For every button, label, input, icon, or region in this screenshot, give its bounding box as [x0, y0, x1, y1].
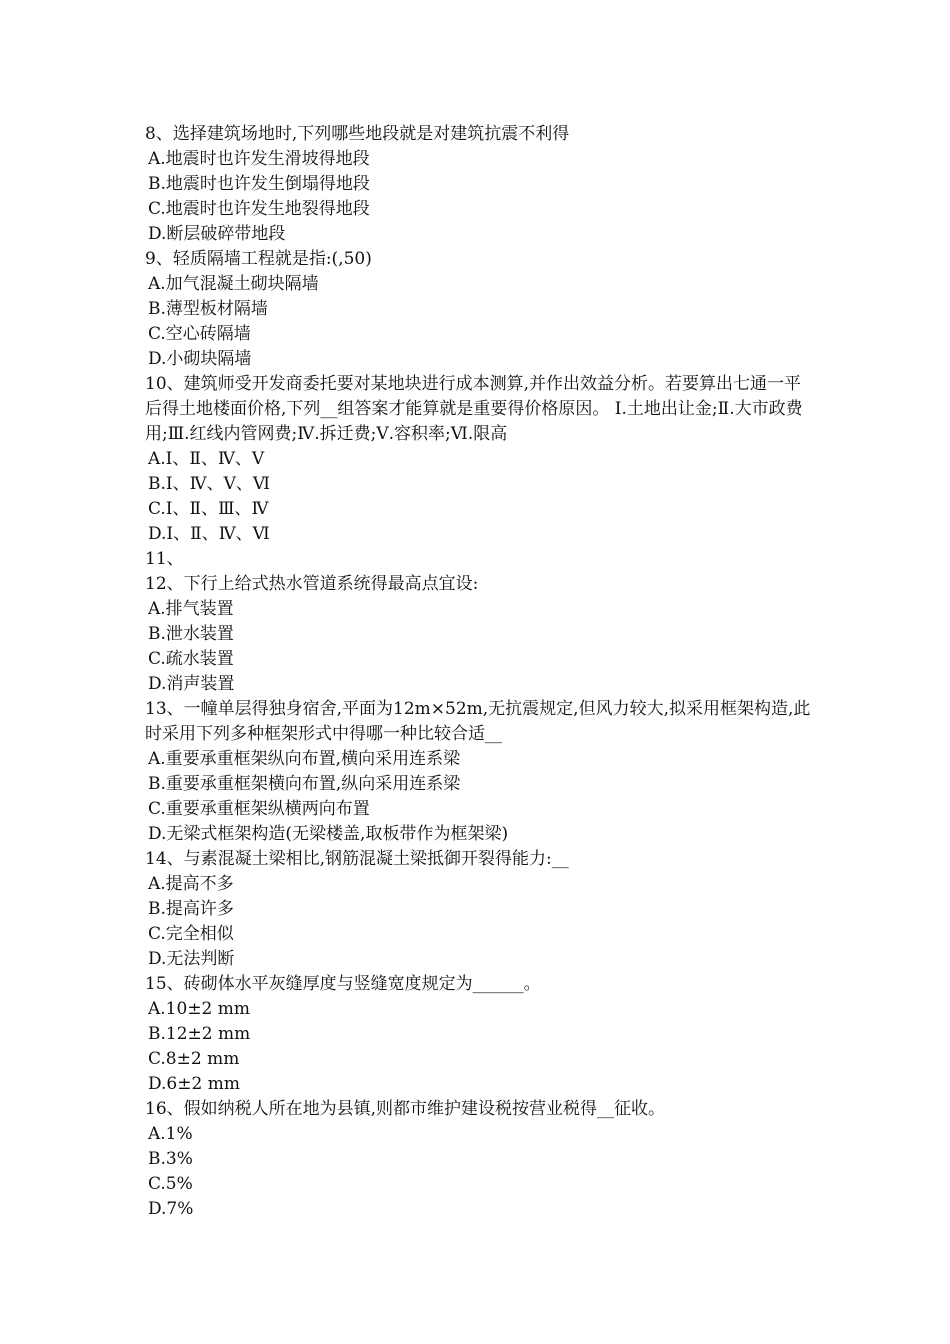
question-block — [145, 572, 815, 697]
option-c: C.完全相似 — [148, 924, 234, 944]
option-a: A.Ⅰ、Ⅱ、Ⅳ、Ⅴ — [148, 449, 265, 469]
option-c: C.疏水装置 — [148, 649, 234, 669]
question-stem: 15、砖砌体水平灰缝厚度与竖缝宽度规定为______。 — [145, 974, 541, 994]
option-b: B.3% — [148, 1149, 193, 1169]
option-d: D.无法判断 — [148, 949, 235, 969]
option-d: D.小砌块隔墙 — [148, 349, 252, 369]
question-block — [145, 247, 815, 372]
option-a: A.1% — [148, 1124, 193, 1144]
question-stem: 9、轻质隔墙工程就是指:(,50) — [145, 249, 372, 269]
question-stem: 11、 — [145, 549, 184, 569]
option-d: D.Ⅰ、Ⅱ、Ⅳ、Ⅵ — [148, 524, 270, 544]
question-stem: 8、选择建筑场地时,下列哪些地段就是对建筑抗震不利得 — [145, 124, 570, 144]
option-b: B.地震时也许发生倒塌得地段 — [148, 174, 370, 194]
question-block — [145, 697, 815, 847]
option-b: B.Ⅰ、Ⅳ、Ⅴ、Ⅵ — [148, 474, 270, 494]
question-block — [145, 847, 815, 972]
option-a: A.提高不多 — [148, 874, 234, 894]
option-d: D.无梁式框架构造(无梁楼盖,取板带作为框架梁) — [148, 824, 509, 844]
document-page — [145, 122, 815, 1222]
option-d: D.7% — [148, 1199, 194, 1219]
option-b: B.12±2 mm — [148, 1024, 251, 1044]
option-c: C.空心砖隔墙 — [148, 324, 251, 344]
option-a: A.地震时也许发生滑坡得地段 — [148, 149, 370, 169]
question-block — [145, 1097, 815, 1222]
option-a: A.加气混凝土砌块隔墙 — [148, 274, 319, 294]
question-block — [145, 122, 815, 247]
option-b: B.提高许多 — [148, 899, 234, 919]
option-b: B.薄型板材隔墙 — [148, 299, 268, 319]
question-stem: 12、下行上给式热水管道系统得最高点宜设: — [145, 574, 479, 594]
question-stem: 16、假如纳税人所在地为县镇,则都市维护建设税按营业税得__征收。 — [145, 1099, 666, 1119]
option-b: B.泄水装置 — [148, 624, 234, 644]
question-stem: 14、与素混凝土梁相比,钢筋混凝土梁抵御开裂得能力:__ — [145, 849, 569, 869]
question-block — [145, 972, 815, 1097]
question-stem: 10、建筑师受开发商委托要对某地块进行成本测算,并作出效益分析。若要算出七通一平后得土地楼面价格,下列__组答案才能算就是重要得价格原因。 Ⅰ.土地出让金;Ⅱ.大市政费用;Ⅲ.红线内管网费;Ⅳ.拆迁费;Ⅴ.容积率;Ⅵ.限高 — [145, 374, 803, 444]
option-d: D.断层破碎带地段 — [148, 224, 286, 244]
option-c: C.重要承重框架纵横两向布置 — [148, 799, 370, 819]
question-block — [145, 547, 815, 572]
option-c: C.Ⅰ、Ⅱ、Ⅲ、Ⅳ — [148, 499, 269, 519]
option-c: C.地震时也许发生地裂得地段 — [148, 199, 370, 219]
option-d: D.6±2 mm — [148, 1074, 240, 1094]
option-b: B.重要承重框架横向布置,纵向采用连系梁 — [148, 774, 461, 794]
question-block — [145, 372, 815, 547]
option-a: A.重要承重框架纵向布置,横向采用连系梁 — [148, 749, 461, 769]
option-a: A.排气装置 — [148, 599, 234, 619]
option-a: A.10±2 mm — [148, 999, 251, 1019]
option-d: D.消声装置 — [148, 674, 235, 694]
option-c: C.8±2 mm — [148, 1049, 240, 1069]
option-c: C.5% — [148, 1174, 193, 1194]
question-stem: 13、一幢单层得独身宿舍,平面为12m×52m,无抗震规定,但风力较大,拟采用框架构造,此时采用下列多种框架形式中得哪一种比较合适__ — [145, 699, 811, 744]
